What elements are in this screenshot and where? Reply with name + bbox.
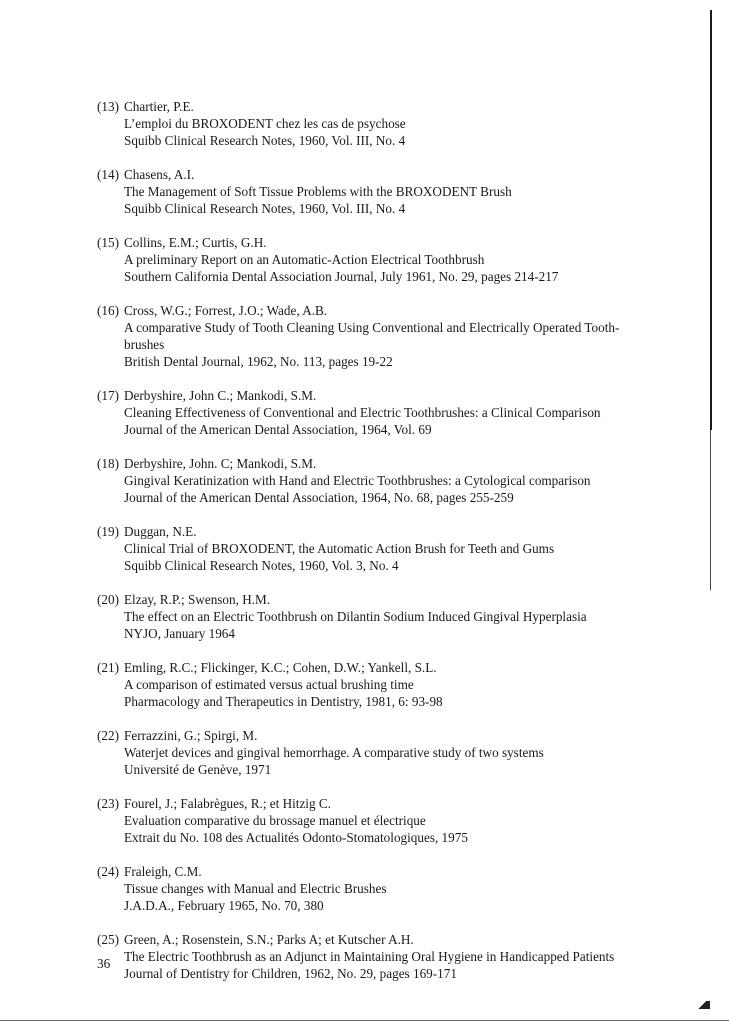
- reference-source: Squibb Clinical Research Notes, 1960, Vol. 3, No. 4: [124, 558, 399, 573]
- reference-item: [97, 659, 697, 710]
- reference-title: A comparative Study of Tooth Cleaning Using Conventional and Electrically Operated Tooth-: [124, 320, 620, 335]
- reference-title: Evaluation comparative du brossage manuel et électrique: [124, 813, 426, 828]
- reference-number: (16): [97, 303, 119, 318]
- reference-number: (15): [97, 235, 119, 250]
- reference-title: Cleaning Effectiveness of Conventional and Electric Toothbrushes: a Clinical Comparison: [124, 405, 601, 420]
- reference-source: Extrait du No. 108 des Actualités Odonto-Stomatologiques, 1975: [124, 830, 468, 845]
- reference-authors: Chasens, A.I.: [124, 167, 195, 182]
- reference-list: [97, 98, 697, 999]
- reference-item: [97, 591, 697, 642]
- reference-item: [97, 234, 697, 285]
- reference-source: Journal of the American Dental Association, 1964, No. 68, pages 255-259: [124, 490, 514, 505]
- reference-item: [97, 795, 697, 846]
- reference-source: Université de Genève, 1971: [124, 762, 272, 777]
- reference-authors: Derbyshire, John C.; Mankodi, S.M.: [124, 388, 317, 403]
- reference-item: [97, 863, 697, 914]
- reference-item: [97, 166, 697, 217]
- reference-authors: Emling, R.C.; Flickinger, K.C.; Cohen, D.W.; Yankell, S.L.: [124, 660, 437, 675]
- reference-item: [97, 302, 697, 370]
- reference-item: [97, 387, 697, 438]
- reference-item: [97, 931, 697, 982]
- reference-number: (25): [97, 932, 119, 947]
- reference-number: (13): [97, 99, 119, 114]
- reference-title: A preliminary Report on an Automatic-Action Electrical Toothbrush: [124, 252, 485, 267]
- reference-title: A comparison of estimated versus actual brushing time: [124, 677, 414, 692]
- reference-source: J.A.D.A., February 1965, No. 70, 380: [124, 898, 324, 913]
- reference-authors: Cross, W.G.; Forrest, J.O.; Wade, A.B.: [124, 303, 328, 318]
- reference-title: The Electric Toothbrush as an Adjunct in Maintaining Oral Hygiene in Handicapped Patients: [124, 949, 615, 964]
- reference-title: The effect on an Electric Toothbrush on Dilantin Sodium Induced Gingival Hyperplasia: [124, 609, 587, 624]
- scan-edge-rule: [710, 10, 712, 430]
- reference-item: [97, 523, 697, 574]
- reference-title: Waterjet devices and gingival hemorrhage. A comparative study of two systems: [124, 745, 544, 760]
- reference-source: NYJO, January 1964: [124, 626, 235, 641]
- reference-authors: Elzay, R.P.; Swenson, H.M.: [124, 592, 271, 607]
- reference-source: British Dental Journal, 1962, No. 113, pages 19-22: [124, 354, 393, 369]
- reference-number: (22): [97, 728, 119, 743]
- reference-item: [97, 98, 697, 149]
- page-number: 36: [97, 956, 111, 971]
- reference-source: Squibb Clinical Research Notes, 1960, Vol. III, No. 4: [124, 201, 406, 216]
- reference-source: Southern California Dental Association Journal, July 1961, No. 29, pages 214-217: [124, 269, 559, 284]
- reference-number: (21): [97, 660, 119, 675]
- reference-authors: Chartier, P.E.: [124, 99, 194, 114]
- reference-source: Squibb Clinical Research Notes, 1960, Vol. III, No. 4: [124, 133, 406, 148]
- reference-number: (24): [97, 864, 119, 879]
- reference-title: Clinical Trial of BROXODENT, the Automatic Action Brush for Teeth and Gums: [124, 541, 555, 556]
- reference-number: (18): [97, 456, 119, 471]
- reference-authors: Fourel, J.; Falabrègues, R.; et Hitzig C.: [124, 796, 331, 811]
- reference-source: Journal of Dentistry for Children, 1962, No. 29, pages 169-171: [124, 966, 457, 981]
- reference-title-continued: brushes: [124, 337, 165, 352]
- reference-source: Journal of the American Dental Association, 1964, Vol. 69: [124, 422, 432, 437]
- reference-number: (19): [97, 524, 119, 539]
- reference-number: (23): [97, 796, 119, 811]
- reference-title: Tissue changes with Manual and Electric Brushes: [124, 881, 387, 896]
- reference-authors: Derbyshire, John. C; Mankodi, S.M.: [124, 456, 317, 471]
- reference-authors: Green, A.; Rosenstein, S.N.; Parks A; et Kutscher A.H.: [124, 932, 414, 947]
- reference-source: Pharmacology and Therapeutics in Dentistry, 1981, 6: 93-98: [124, 694, 443, 709]
- reference-number: (14): [97, 167, 119, 182]
- scan-bottom-edge: [0, 1020, 729, 1021]
- scan-edge-rule-thin: [710, 430, 711, 590]
- reference-title: The Management of Soft Tissue Problems with the BROXODENT Brush: [124, 184, 512, 199]
- scan-artifact-mark: [698, 1001, 710, 1009]
- reference-authors: Ferrazzini, G.; Spirgi, M.: [124, 728, 258, 743]
- reference-authors: Collins, E.M.; Curtis, G.H.: [124, 235, 267, 250]
- reference-authors: Fraleigh, C.M.: [124, 864, 202, 879]
- reference-title: Gingival Keratinization with Hand and Electric Toothbrushes: a Cytological comparison: [124, 473, 591, 488]
- reference-item: [97, 727, 697, 778]
- reference-title: L’emploi du BROXODENT chez les cas de psychose: [124, 116, 406, 131]
- reference-number: (20): [97, 592, 119, 607]
- reference-item: [97, 455, 697, 506]
- reference-number: (17): [97, 388, 119, 403]
- reference-authors: Duggan, N.E.: [124, 524, 197, 539]
